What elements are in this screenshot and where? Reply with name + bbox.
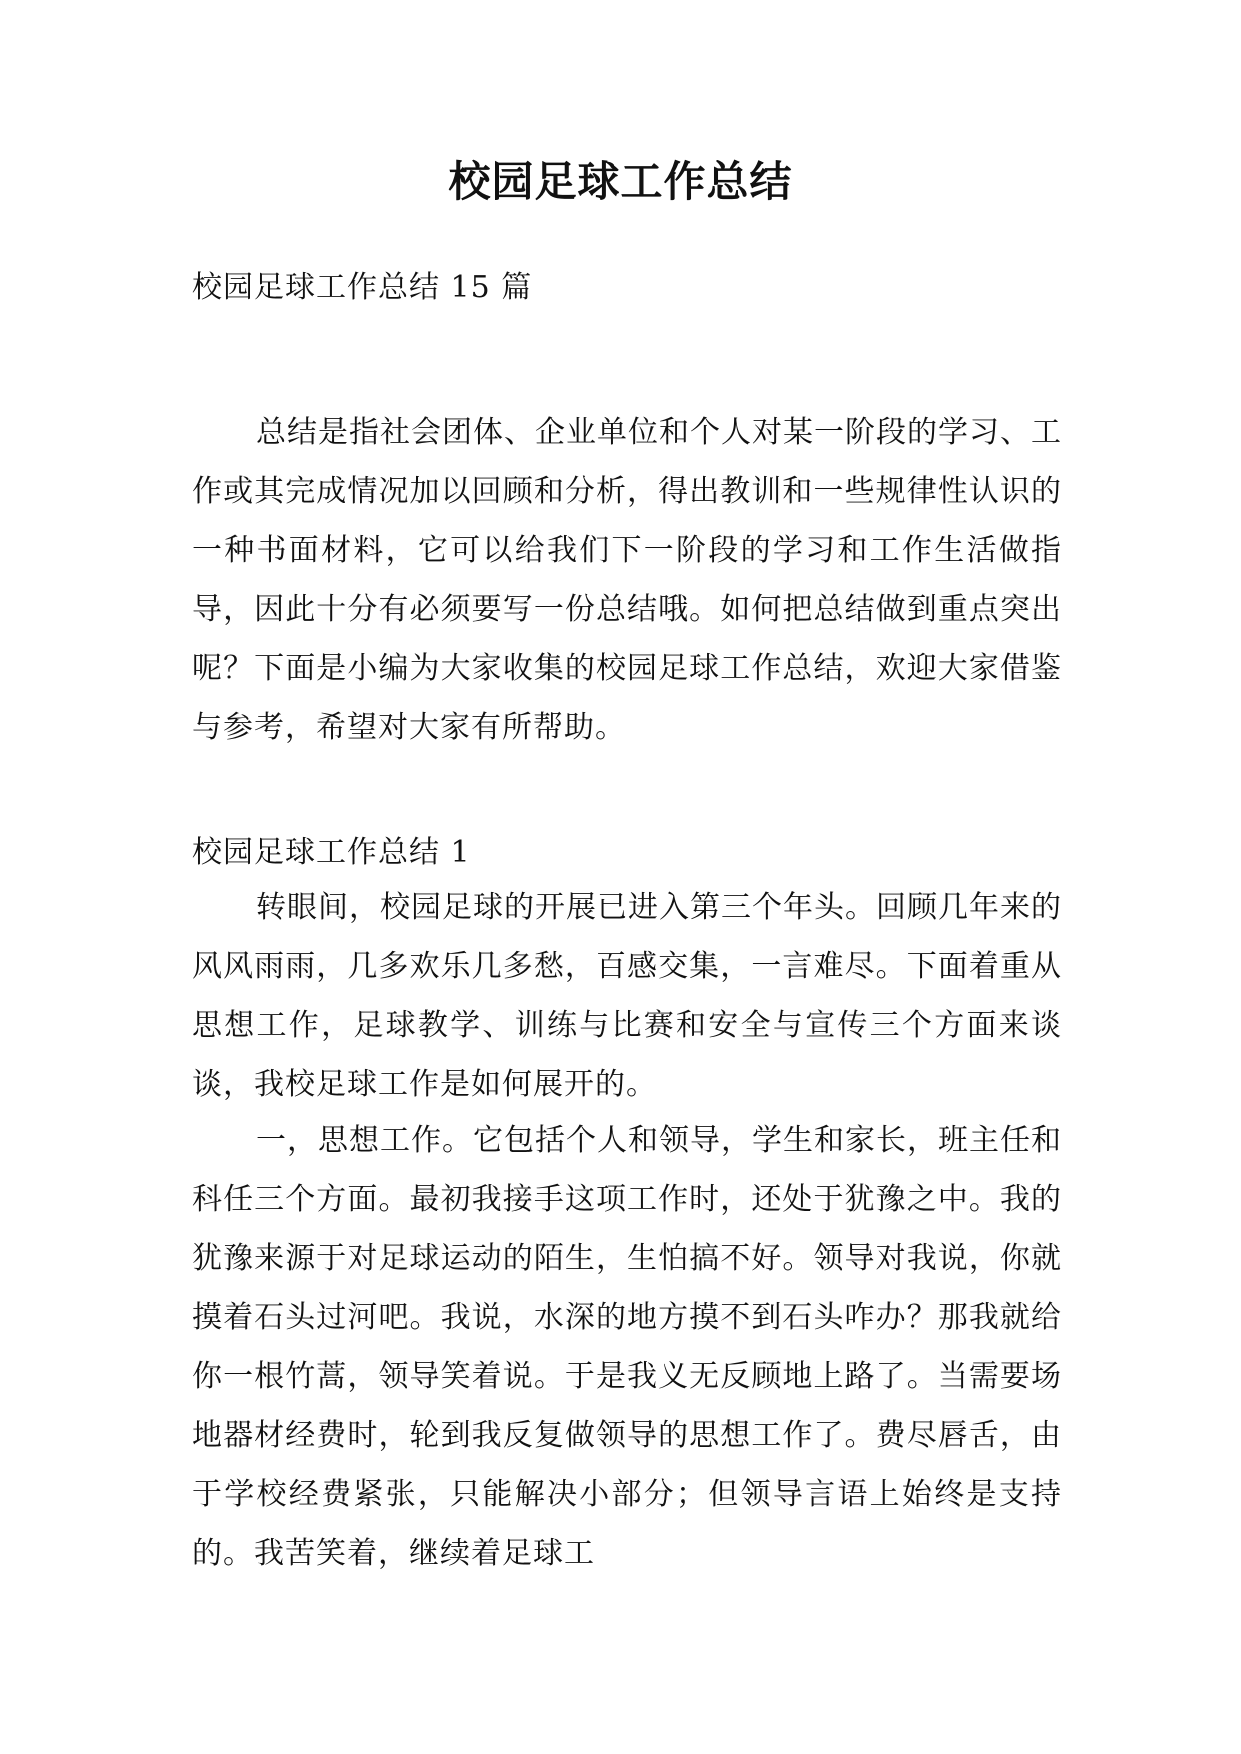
body-paragraph: 一，思想工作。它包括个人和领导，学生和家长，班主任和科任三个方面。最初我接手这项工作时，还处于犹豫之中。我的犹豫来源于对足球运动的陌生，生怕搞不好。领导对我说，你就摸着石头过河吧。我说，水深的地方摸不到石头咋办？那我就给你一根竹蒿，领导笑着说。于是我义无反顾地上路了。当需要场地器材经费时，轮到我反复做领导的思想工作了。费尽唇舌，由于学校经费紧张，只能解决小部分；但领导言语上始终是支持的。我苦笑着，继续着足球工 bbox=[192, 1123, 1062, 1571]
document-title: 校园足球工作总结 bbox=[448, 157, 793, 206]
intro-paragraph: 总结是指社会团体、企业单位和个人对某一阶段的学习、工作或其完成情况加以回顾和分析，得出教训和一些规律性认识的一种书面材料，它可以给我们下一阶段的学习和工作生活做指导，因此十分有必须要写一份总结哦。如何把总结做到重点突出呢？下面是小编为大家收集的校园足球工作总结，欢迎大家借鉴与参考，希望对大家有所帮助。 bbox=[192, 415, 1062, 745]
document-subtitle: 校园足球工作总结 15 篇 bbox=[192, 270, 533, 305]
section-heading: 校园足球工作总结 1 bbox=[192, 835, 471, 870]
body-paragraph: 转眼间，校园足球的开展已进入第三个年头。回顾几年来的风风雨雨，几多欢乐几多愁，百感交集，一言难尽。下面着重从思想工作，足球教学、训练与比赛和安全与宣传三个方面来谈谈，我校足球工作是如何展开的。 bbox=[192, 890, 1062, 1102]
